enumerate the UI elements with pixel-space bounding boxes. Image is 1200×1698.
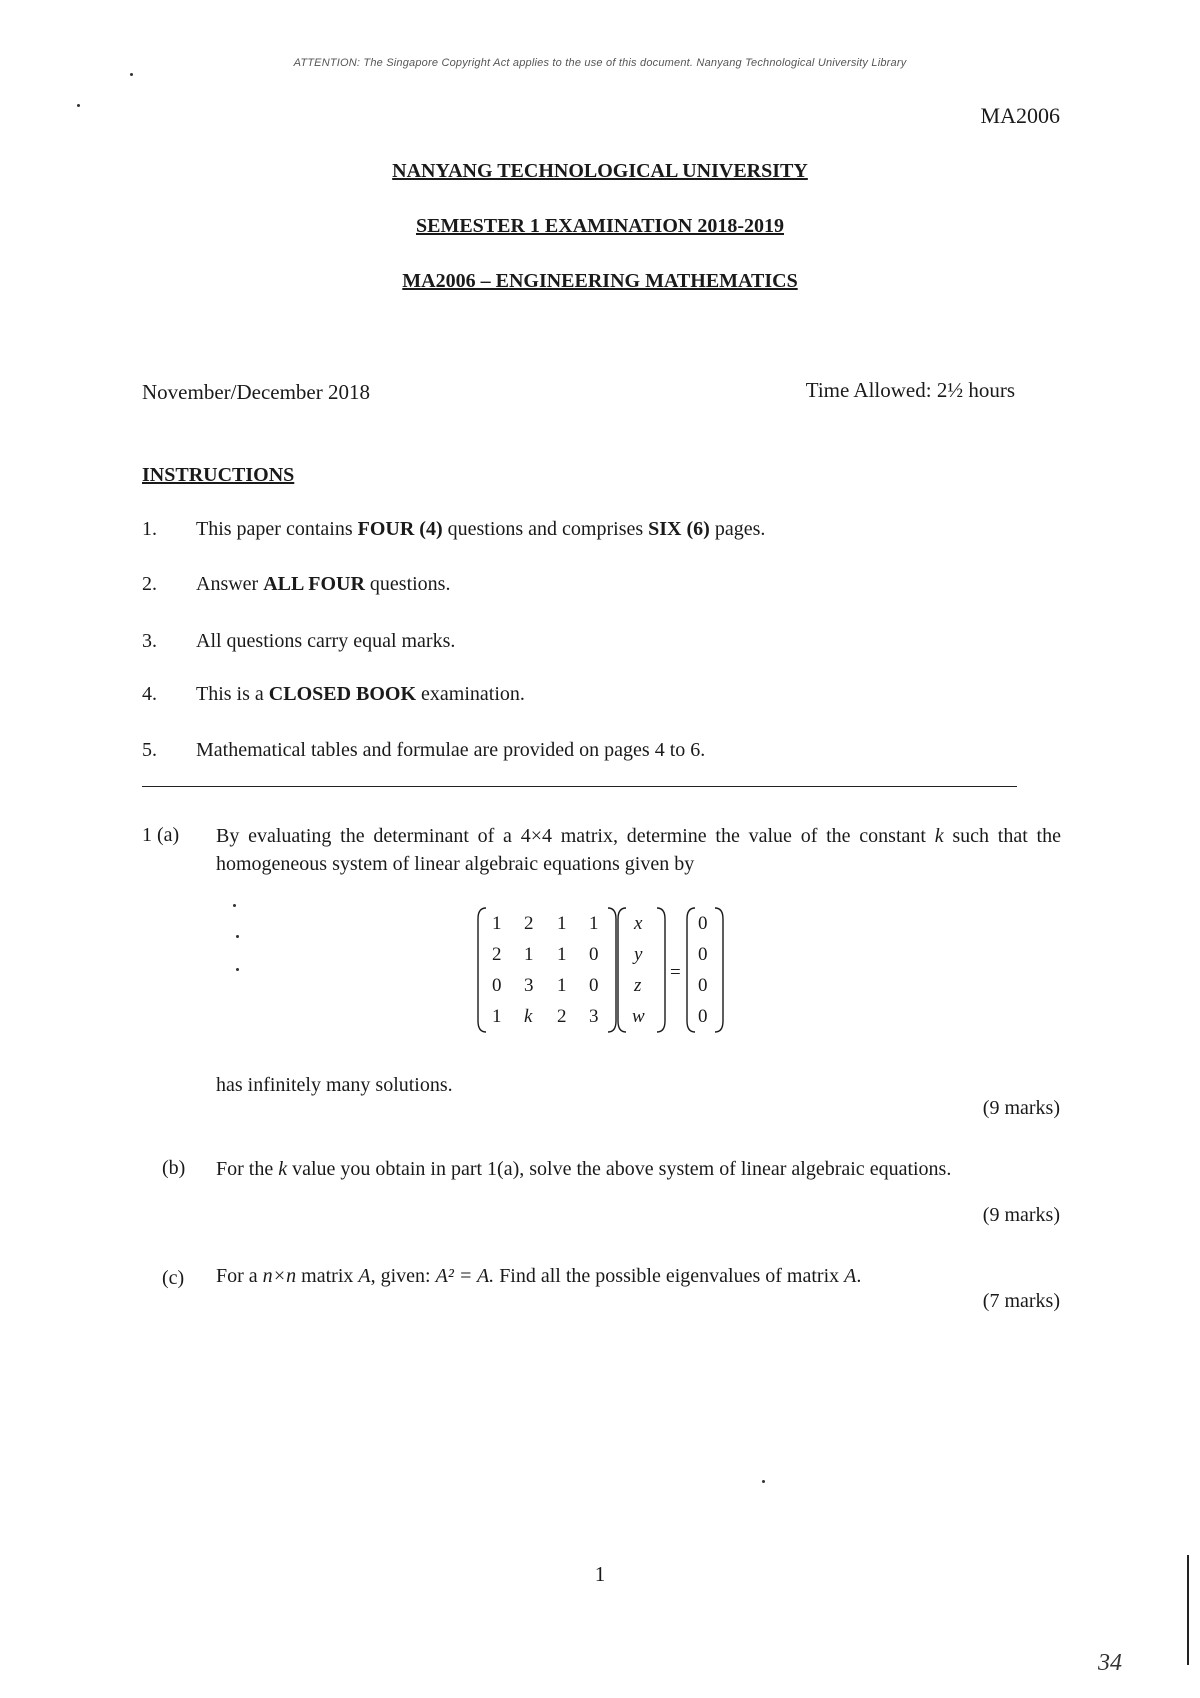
question-1a-label: 1 (a) [142, 824, 180, 846]
matrix-cell: 3 [589, 1006, 599, 1027]
question-1b-label: (b) [162, 1157, 186, 1179]
divider-line [142, 786, 1017, 787]
matrix-cell: 1 [524, 944, 534, 965]
matrix-cell: 2 [557, 1006, 567, 1027]
instruction-number: 1. [142, 518, 157, 540]
matrix-cell: 1 [492, 1006, 502, 1027]
instruction-item [142, 739, 1042, 762]
question-1a-marks: (9 marks) [982, 1097, 1060, 1119]
scan-speck [236, 935, 239, 938]
instruction-number: 3. [142, 630, 157, 652]
matrix-cell: 0 [589, 975, 599, 996]
question-1b-text: For the k value you obtain in part 1(a), solve the above system of linear algebraic equations. [216, 1158, 952, 1180]
equals-sign: = [670, 962, 681, 983]
matrix-equation [477, 905, 737, 1035]
matrix-cell: k [524, 1006, 533, 1027]
university-heading: NANYANG TECHNOLOGICAL UNIVERSITY [392, 160, 808, 182]
instruction-item [142, 573, 1042, 596]
matrix-cell: 1 [557, 913, 567, 934]
matrix-cell: 2 [492, 944, 502, 965]
matrix-cell: 1 [492, 913, 502, 934]
scan-speck [77, 104, 80, 107]
instruction-text: Mathematical tables and formulae are provided on pages 4 to 6. [196, 739, 706, 761]
matrix-cell: 1 [589, 913, 599, 934]
question-1a-text: By evaluating the determinant of a 4×4 matrix, determine the value of the constant k such that the homogeneous system of linear algebraic equations given by [216, 825, 1061, 875]
matrix-cell: 2 [524, 913, 534, 934]
scan-speck [236, 968, 239, 971]
instruction-number: 2. [142, 573, 157, 595]
rhs-entry: 0 [698, 975, 708, 996]
copyright-notice: ATTENTION: The Singapore Copyright Act applies to the use of this document. Nanyang Technological University Library [293, 57, 907, 69]
scan-speck [130, 73, 133, 76]
rhs-entry: 0 [698, 944, 708, 965]
instruction-number: 5. [142, 739, 157, 761]
vector-entry: x [634, 913, 643, 934]
scan-edge-line [1187, 1555, 1189, 1665]
vector-entry: w [632, 1006, 645, 1027]
instruction-text: This paper contains FOUR (4) questions and comprises SIX (6) pages. [196, 518, 766, 540]
course-title-heading: MA2006 – ENGINEERING MATHEMATICS [402, 270, 798, 292]
instruction-text: Answer ALL FOUR questions. [196, 573, 451, 595]
time-allowed: Time Allowed: 2½ hours [805, 378, 1015, 402]
question-1b-marks: (9 marks) [982, 1204, 1060, 1226]
matrix-cell: 1 [557, 975, 567, 996]
handwritten-page-mark: 34 [1098, 1650, 1122, 1676]
matrix-cell: 0 [589, 944, 599, 965]
matrix-cell: 1 [557, 944, 567, 965]
instruction-text: This is a CLOSED BOOK examination. [196, 683, 525, 705]
question-1c-marks: (7 marks) [982, 1290, 1060, 1312]
vector-entry: y [634, 944, 643, 965]
page-number: 1 [594, 1562, 606, 1586]
instruction-text: All questions carry equal marks. [196, 630, 456, 652]
instruction-item [142, 518, 1042, 541]
rhs-entry: 0 [698, 913, 708, 934]
instruction-item [142, 683, 1042, 706]
instruction-number: 4. [142, 683, 157, 705]
course-code: MA2006 [980, 103, 1060, 128]
exam-date: November/December 2018 [142, 380, 370, 404]
rhs-entry: 0 [698, 1006, 708, 1027]
instruction-item [142, 630, 1042, 653]
question-1a-conclusion: has infinitely many solutions. [216, 1074, 453, 1096]
scan-speck [762, 1480, 765, 1483]
question-1c-text: For a n×n matrix A, given: A² = A. Find all the possible eigenvalues of matrix A. [216, 1265, 862, 1287]
exam-heading: SEMESTER 1 EXAMINATION 2018-2019 [416, 215, 784, 237]
question-1c-label: (c) [162, 1267, 185, 1289]
matrix-cell: 0 [492, 975, 502, 996]
vector-entry: z [634, 975, 642, 996]
instructions-title: INSTRUCTIONS [142, 464, 295, 486]
matrix-cell: 3 [524, 975, 534, 996]
scan-speck [233, 904, 236, 907]
